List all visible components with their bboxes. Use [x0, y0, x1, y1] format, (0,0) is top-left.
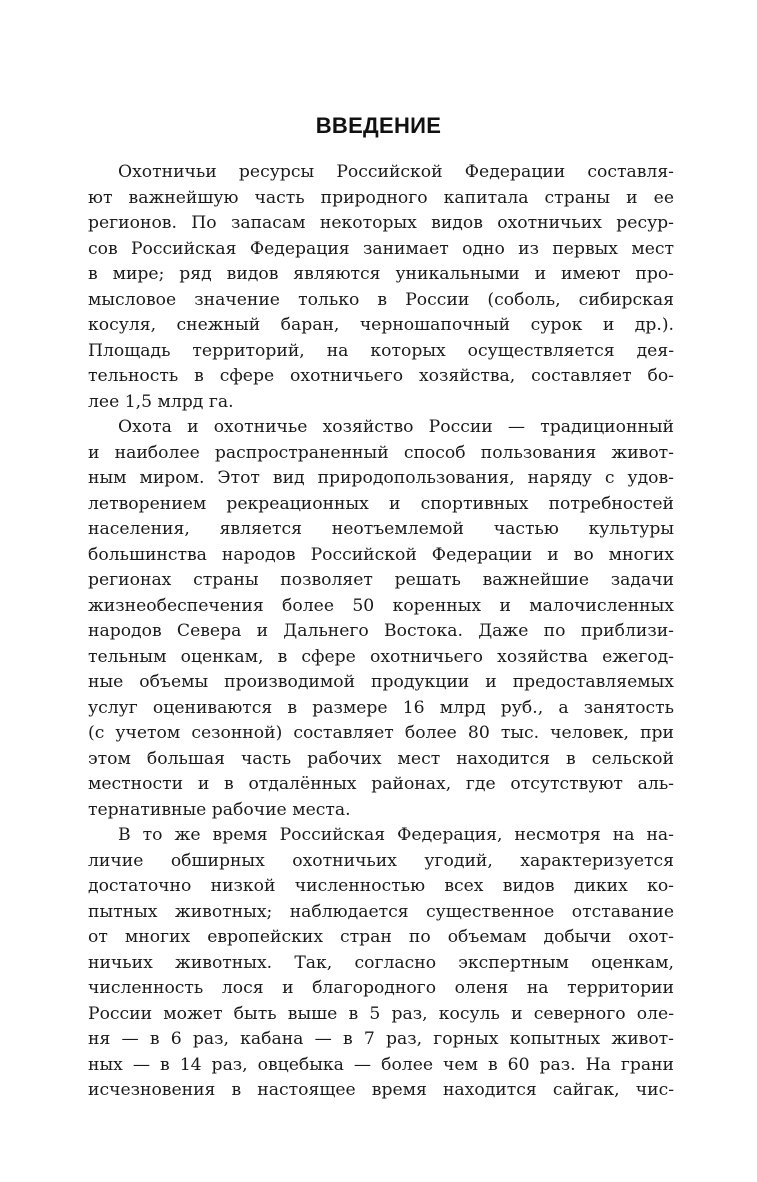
paragraph — [88, 160, 674, 415]
paragraph — [88, 415, 674, 823]
text-line: косуля, снежный баран, черношапочный сурок и др.). — [88, 315, 674, 335]
text-line: (с учетом сезонной) составляет более 80 тыс. человек, при — [88, 723, 674, 743]
text-line: сов Российская Федерация занимает одно из первых мест — [88, 238, 674, 259]
text-line: достаточно низкой численностью всех видов диких ко- — [88, 876, 674, 896]
text-line: Охотничьи ресурсы Российской Федерации составля- — [118, 162, 674, 182]
text-line: В то же время Российская Федерация, несмотря на на- — [118, 825, 674, 845]
text-line: ным миром. Этот вид природопользования, наряду с удов- — [88, 468, 674, 488]
text-line: ня — в 6 раз, кабана — в 7 раз, горных копытных живот- — [88, 1029, 674, 1049]
text-line: России может быть выше в 5 раз, косуль и северного оле- — [88, 1003, 674, 1024]
text-line: большинства народов Российской Федерации и во многих — [88, 544, 674, 565]
text-line: численность лося и благородного оленя на территории — [88, 978, 674, 998]
text-line: личие обширных охотничьих угодий, характеризуется — [88, 850, 674, 871]
text-line: жизнеобеспечения более 50 коренных и малочисленных — [88, 595, 674, 616]
text-line: исчезновения в настоящее время находится сайгак, чис- — [88, 1080, 674, 1100]
text-line: ют важнейшую часть природного капитала страны и ее — [88, 187, 674, 208]
text-line: от многих европейских стран по объемам добычи охот- — [88, 927, 674, 947]
text-line: услуг оцениваются в размере 16 млрд руб., а занятость — [88, 697, 674, 718]
text-line: Охота и охотничье хозяйство России — традиционный — [118, 417, 674, 437]
body-text — [88, 160, 674, 1104]
text-line: тельность в сфере охотничьего хозяйства, составляет бо- — [88, 366, 674, 386]
text-line: тернативные рабочие места. — [88, 799, 351, 820]
text-line: ничьих животных. Так, согласно экспертным оценкам, — [88, 952, 674, 973]
text-line: ных — в 14 раз, овцебыка — более чем в 60 раз. На грани — [88, 1054, 674, 1075]
text-line: регионах страны позволяет решать важнейшие задачи — [88, 570, 674, 590]
text-line: населения, является неотъемлемой частью культуры — [88, 519, 674, 539]
text-line: летворением рекреационных и спортивных потребностей — [88, 493, 674, 514]
text-line: Площадь территорий, на которых осуществляется дея- — [88, 340, 674, 361]
text-line: пытных животных; наблюдается существенное отставание — [88, 901, 674, 922]
paragraph — [88, 823, 674, 1104]
text-line: народов Севера и Дальнего Востока. Даже по приблизи- — [88, 621, 674, 641]
text-line: тельным оценкам, в сфере охотничьего хозяйства ежегод- — [88, 646, 674, 667]
text-line: этом большая часть рабочих мест находится в сельской — [88, 748, 674, 769]
text-line: мысловое значение только в России (соболь, сибирская — [88, 289, 674, 310]
chapter-title: ВВЕДЕНИЕ — [315, 113, 442, 138]
text-line: лее 1,5 млрд га. — [88, 391, 234, 412]
text-line: в мире; ряд видов являются уникальными и имеют про- — [88, 264, 674, 284]
text-line: местности и в отдалённых районах, где отсутствуют аль- — [88, 774, 674, 794]
text-line: и наиболее распространенный способ пользования живот- — [88, 442, 674, 463]
text-line: регионов. По запасам некоторых видов охотничьих ресур- — [88, 213, 674, 233]
text-line: ные объемы производимой продукции и предоставляемых — [88, 672, 674, 692]
